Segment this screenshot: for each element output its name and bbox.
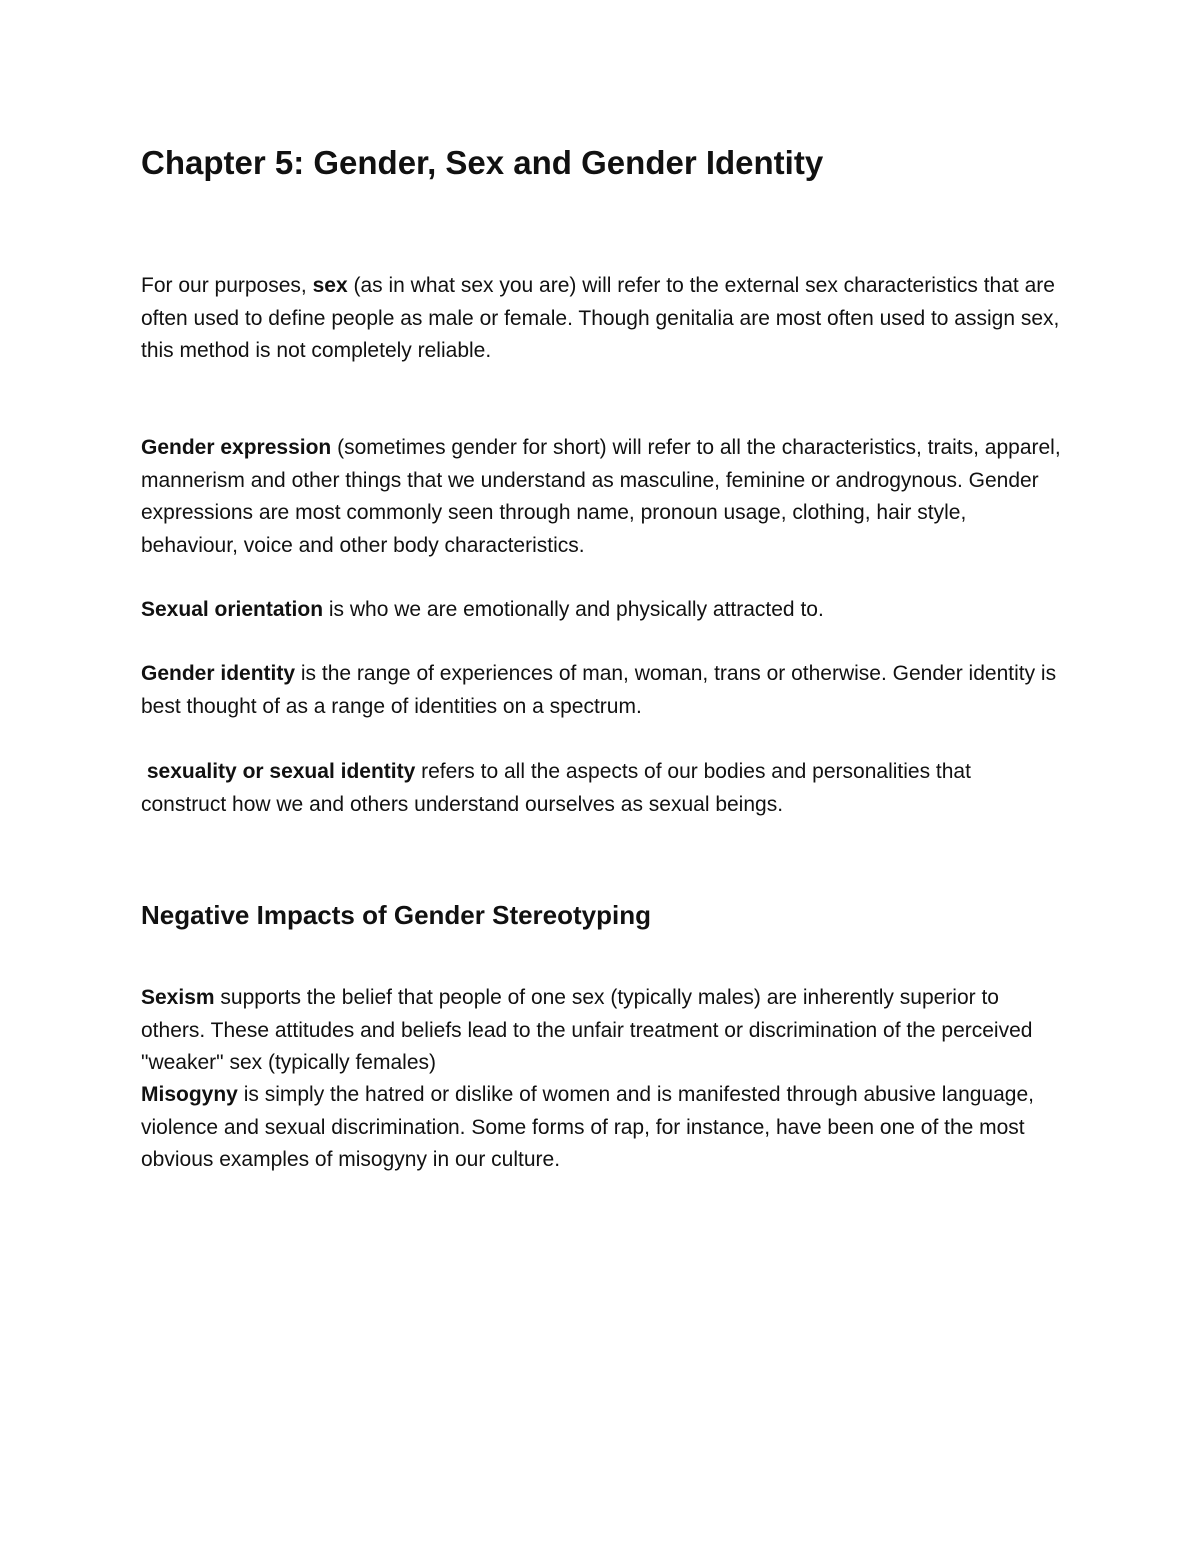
term-misogyny: Misogyny [141, 1083, 238, 1106]
page-title: Chapter 5: Gender, Sex and Gender Identity [141, 144, 824, 181]
paragraph-text: supports the belief that people of one sex (typically males) are inherently superior to others. These attitudes and beliefs lead to the unfair treatment or discrimination of the perceived "weaker" sex (typically females) [141, 986, 1033, 1075]
term-sexual-orientation: Sexual orientation [141, 598, 324, 621]
paragraph-sexuality [141, 756, 1061, 821]
section-heading: Negative Impacts of Gender Stereotyping [141, 900, 652, 930]
paragraph-gender-expression [141, 432, 1061, 562]
paragraph-text: refers to all the aspects of our bodies and personalities that construct how we and others understand ourselves as sexual beings. [141, 760, 971, 816]
paragraph-gender-identity [141, 658, 1061, 723]
paragraph-sex [141, 270, 1061, 368]
term-sex: sex [312, 274, 348, 297]
paragraph-text: is who we are emotionally and physically attracted to. [323, 598, 824, 621]
term-sexism: Sexism [141, 986, 215, 1009]
term-gender-expression: Gender expression [141, 436, 332, 459]
term-sexuality: sexuality or sexual identity [146, 760, 416, 783]
paragraph-text: (as in what sex you are) will refer to the external sex characteristics that are often used to define people as male or female. Though genitalia are most often used to assign sex, this method is not completely reliable. [141, 274, 1060, 363]
paragraph-misogyny [141, 1079, 1061, 1177]
paragraph-sexism [141, 982, 1061, 1080]
term-gender-identity: Gender identity [141, 662, 296, 685]
paragraph-text: is simply the hatred or dislike of women and is manifested through abusive language, violence and sexual discrimination. Some forms of rap, for instance, have been one of the most obvious examples of misogyny in our culture. [141, 1083, 1034, 1172]
paragraph-sexual-orientation [141, 594, 1061, 627]
paragraph-text: For our purposes, [141, 274, 313, 297]
paragraph-text: (sometimes gender for short) will refer to all the characteristics, traits, apparel, mannerism and other things that we understand as masculine, feminine or androgynous. Gender expressions are most commonly seen through name, pronoun usage, clothing, hair style, behaviour, voice and other body characteristics. [141, 436, 1061, 557]
paragraph-text: is the range of experiences of man, woman, trans or otherwise. Gender identity is best thought of as a range of identities on a spectrum. [141, 662, 1057, 718]
